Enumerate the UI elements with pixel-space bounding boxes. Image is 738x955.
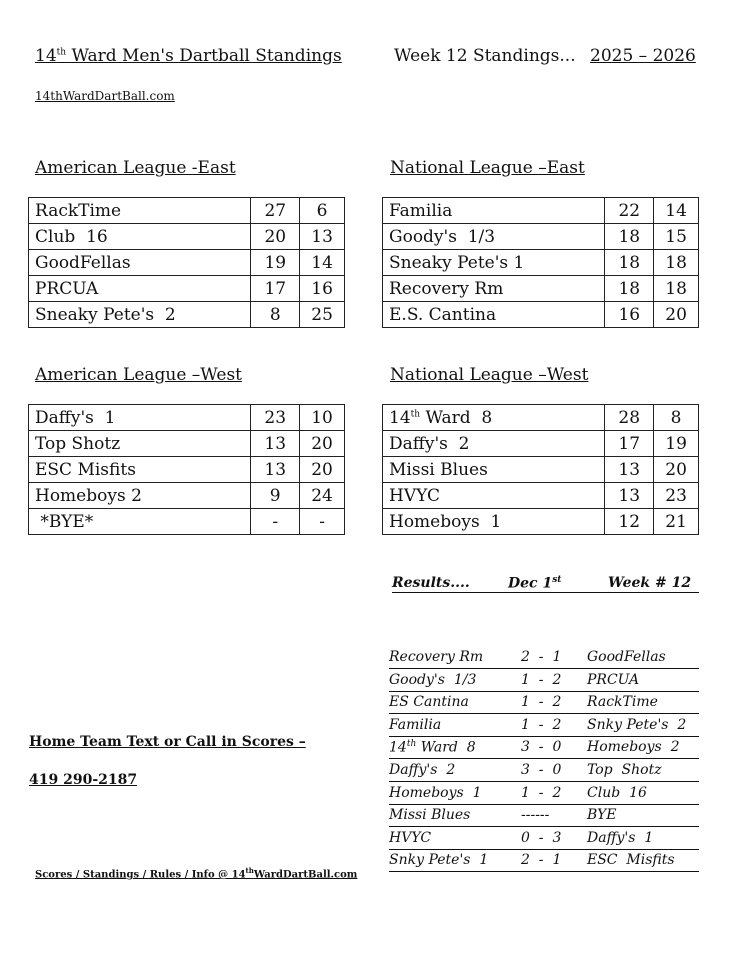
wins: 18: [605, 224, 654, 250]
home-team: Daffy's 2: [389, 762, 456, 778]
score: 0 - 3: [521, 829, 562, 846]
away-team: BYE: [587, 807, 617, 824]
table-row: [383, 276, 699, 302]
home-team: Recovery Rm: [389, 649, 484, 665]
results-week: Week # 12: [608, 575, 692, 591]
home-team: Snky Pete's 1: [389, 852, 489, 869]
contact-line: Home Team Text or Call in Scores –: [29, 734, 306, 750]
season-label: 2025 – 2026: [590, 46, 696, 66]
away-team: Homeboys 2: [587, 739, 680, 756]
home-team: Missi Blues: [389, 807, 471, 824]
losses: 20: [654, 302, 699, 328]
wins: 8: [251, 302, 300, 328]
table-row: [29, 431, 345, 457]
team-name: *BYE*: [29, 509, 251, 535]
table-row: [29, 224, 345, 250]
score: ------: [521, 807, 550, 824]
score: 1 - 2: [521, 671, 562, 688]
team-name: Homeboys 1: [383, 509, 605, 535]
team-name: Familia: [383, 198, 605, 224]
score: 3 - 0: [521, 762, 562, 778]
losses: 18: [654, 250, 699, 276]
al-west-table: [28, 404, 345, 535]
wins: 18: [605, 250, 654, 276]
week-label: Week 12 Standings...: [394, 46, 576, 66]
nl-east-title: National League –East: [390, 158, 585, 178]
table-row: [383, 198, 699, 224]
away-team: Top Shotz: [587, 762, 662, 778]
wins: -: [251, 509, 300, 535]
result-row: [389, 717, 699, 737]
losses: 15: [654, 224, 699, 250]
score: 2 - 1: [521, 852, 562, 869]
home-team: HVYC: [389, 829, 432, 846]
losses: 10: [300, 405, 345, 431]
result-row: [389, 807, 699, 827]
team-name: Sneaky Pete's 1: [383, 250, 605, 276]
table-row: [29, 509, 345, 535]
losses: 18: [654, 276, 699, 302]
team-name: Missi Blues: [383, 457, 605, 483]
nl-east-table: [382, 197, 699, 328]
table-row: [29, 457, 345, 483]
home-team: 14th Ward 8: [389, 739, 476, 757]
table-row: [29, 405, 345, 431]
al-west-title: American League –West: [35, 365, 243, 385]
table-row: [383, 509, 699, 535]
team-name: RackTime: [29, 198, 251, 224]
away-team: Club 16: [587, 784, 647, 801]
results-header: [392, 575, 699, 593]
team-name: Recovery Rm: [383, 276, 605, 302]
nl-west-title: National League –West: [390, 365, 589, 385]
al-east-title: American League -East: [35, 158, 236, 178]
away-team: Snky Pete's 2: [587, 716, 687, 733]
wins: 23: [251, 405, 300, 431]
team-name: GoodFellas: [29, 250, 251, 276]
wins: 20: [251, 224, 300, 250]
table-row: [29, 250, 345, 276]
page-title: 14th Ward Men's Dartball Standings: [35, 46, 342, 66]
score: 1 - 2: [521, 716, 562, 733]
losses: 23: [654, 483, 699, 509]
score: 1 - 2: [521, 784, 562, 801]
losses: 20: [654, 457, 699, 483]
score: 2 - 1: [521, 649, 562, 665]
team-name: ESC Misfits: [29, 457, 251, 483]
wins: 28: [605, 405, 654, 431]
losses: 14: [300, 250, 345, 276]
result-row: [389, 672, 699, 692]
team-name: Sneaky Pete's 2: [29, 302, 251, 328]
losses: 13: [300, 224, 345, 250]
team-name: HVYC: [383, 483, 605, 509]
home-team: Familia: [389, 716, 442, 733]
wins: 17: [251, 276, 300, 302]
away-team: ESC Misfits: [587, 852, 675, 869]
wins: 12: [605, 509, 654, 535]
losses: 16: [300, 276, 345, 302]
table-row: [29, 302, 345, 328]
wins: 9: [251, 483, 300, 509]
score: 3 - 0: [521, 739, 562, 756]
team-name: Daffy's 1: [29, 405, 251, 431]
score: 1 - 2: [521, 694, 562, 711]
team-name: E.S. Cantina: [383, 302, 605, 328]
nl-west-table: [382, 404, 699, 535]
away-team: GoodFellas: [587, 649, 666, 665]
wins: 16: [605, 302, 654, 328]
home-team: Homeboys 1: [389, 784, 482, 801]
losses: 20: [300, 431, 345, 457]
result-row: [389, 649, 699, 669]
wins: 22: [605, 198, 654, 224]
losses: 14: [654, 198, 699, 224]
team-name: PRCUA: [29, 276, 251, 302]
table-row: [383, 431, 699, 457]
result-row: [389, 785, 699, 805]
table-row: [383, 302, 699, 328]
away-team: Daffy's 1: [587, 829, 654, 846]
table-row: [383, 483, 699, 509]
table-row: [29, 276, 345, 302]
wins: 18: [605, 276, 654, 302]
team-name: Daffy's 2: [383, 431, 605, 457]
website-link[interactable]: 14thWardDartBall.com: [35, 89, 175, 103]
result-row: [389, 694, 699, 714]
team-name: Goody's 1/3: [383, 224, 605, 250]
team-name: Homeboys 2: [29, 483, 251, 509]
table-row: [383, 250, 699, 276]
result-row: [389, 739, 699, 759]
table-row: [29, 483, 345, 509]
wins: 13: [605, 457, 654, 483]
wins: 27: [251, 198, 300, 224]
losses: 20: [300, 457, 345, 483]
table-row: [29, 198, 345, 224]
losses: 8: [654, 405, 699, 431]
losses: 21: [654, 509, 699, 535]
results-date: Dec 1st: [508, 575, 562, 592]
results-label: Results....: [392, 575, 470, 591]
team-name: Club 16: [29, 224, 251, 250]
losses: 24: [300, 483, 345, 509]
result-row: [389, 762, 699, 782]
table-row: [383, 224, 699, 250]
losses: 6: [300, 198, 345, 224]
contact-phone: 419 290-2187: [29, 772, 138, 788]
team-name: 14th Ward 8: [383, 405, 605, 431]
wins: 13: [251, 431, 300, 457]
wins: 13: [605, 483, 654, 509]
home-team: ES Cantina: [389, 694, 469, 711]
table-row: [383, 457, 699, 483]
home-team: Goody's 1/3: [389, 671, 477, 688]
wins: 19: [251, 250, 300, 276]
wins: 17: [605, 431, 654, 457]
result-row: [389, 830, 699, 850]
losses: 25: [300, 302, 345, 328]
losses: -: [300, 509, 345, 535]
away-team: PRCUA: [587, 671, 640, 688]
team-name: Top Shotz: [29, 431, 251, 457]
away-team: RackTime: [587, 694, 658, 711]
footer-info: Scores / Standings / Rules / Info @ 14thWardDartBall.com: [35, 866, 358, 881]
table-row: [383, 405, 699, 431]
wins: 13: [251, 457, 300, 483]
result-row: [389, 852, 699, 872]
losses: 19: [654, 431, 699, 457]
al-east-table: [28, 197, 345, 328]
